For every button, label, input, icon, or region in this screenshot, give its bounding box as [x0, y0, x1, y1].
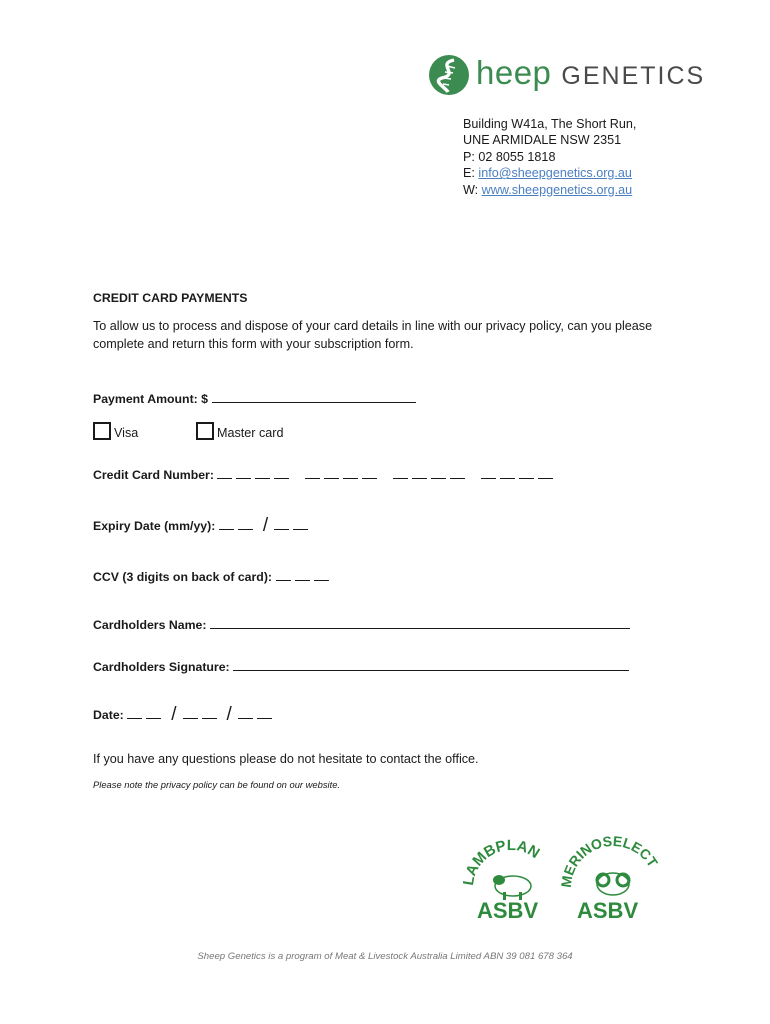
footer-text: Sheep Genetics is a program of Meat & Livestock Australia Limited ABN 39 081 678 364 — [197, 951, 573, 962]
ram-icon — [597, 873, 629, 895]
payment-amount-row — [93, 390, 416, 406]
payment-amount-field[interactable] — [212, 390, 416, 403]
website-link[interactable]: www.sheepgenetics.org.au — [481, 182, 633, 197]
card-type-row — [93, 422, 138, 440]
cardholder-name-row — [93, 616, 630, 632]
address-line-2: UNE ARMIDALE NSW 2351 — [463, 133, 622, 148]
form-heading: CREDIT CARD PAYMENTS — [93, 291, 248, 305]
expiry-row — [93, 514, 312, 536]
visa-checkbox[interactable] — [93, 422, 111, 440]
expiry-label: Expiry Date (mm/yy): — [93, 519, 216, 533]
lamb-icon — [493, 875, 531, 900]
asbv-left-text: ASBV — [477, 898, 539, 923]
date-slash-1: / — [171, 704, 177, 725]
payment-amount-label: Payment Amount: $ — [93, 392, 209, 406]
date-slash-2: / — [226, 704, 232, 725]
logo-wordmark — [476, 54, 705, 92]
mastercard-label: Master card — [217, 426, 284, 440]
date-label: Date: — [93, 708, 124, 722]
cardholder-signature-field[interactable] — [233, 658, 629, 671]
merinoselect-text: MERINOSELECT — [557, 832, 662, 889]
date-field[interactable] — [127, 704, 276, 725]
email-link[interactable]: info@sheepgenetics.org.au — [478, 166, 632, 181]
mastercard-option — [196, 422, 284, 440]
contact-address — [463, 116, 636, 198]
questions-text: If you have any questions please do not hesitate to contact the office. — [93, 752, 479, 766]
ccv-row — [93, 568, 333, 584]
logo-word-main: heep — [476, 54, 552, 91]
card-number-field[interactable] — [217, 468, 557, 482]
dna-helix-icon — [428, 54, 470, 96]
card-number-label: Credit Card Number: — [93, 468, 214, 482]
address-line-1: Building W41a, The Short Run, — [463, 117, 637, 131]
asbv-badges — [463, 828, 663, 923]
privacy-note: Please note the privacy policy can be found on our website. — [93, 779, 341, 790]
address-web: W: www.sheepgenetics.org.au — [463, 182, 633, 197]
lambplan-merinoselect-logos — [463, 828, 663, 923]
expiry-field[interactable] — [219, 515, 312, 536]
sheep-genetics-logo — [428, 52, 728, 98]
address-email: E: info@sheepgenetics.org.au — [463, 166, 632, 181]
ccv-label: CCV (3 digits on back of card): — [93, 570, 273, 584]
cardholder-name-field[interactable] — [210, 616, 630, 629]
card-number-row — [93, 466, 557, 482]
address-phone: P: 02 8055 1818 — [463, 149, 556, 164]
asbv-right-text: ASBV — [577, 898, 639, 923]
visa-label: Visa — [114, 426, 139, 440]
mastercard-checkbox[interactable] — [196, 422, 214, 440]
form-intro: To allow us to process and dispose of your card details in line with our privacy policy, can you please complete and return this form with your subscription form. — [93, 319, 653, 351]
date-row — [93, 703, 276, 725]
logo-word-sub: GENETICS — [561, 62, 706, 90]
expiry-slash: / — [262, 515, 269, 536]
cardholder-signature-row — [93, 658, 629, 674]
cardholder-name-label: Cardholders Name: — [93, 618, 207, 632]
ccv-field[interactable] — [276, 570, 333, 584]
lambplan-text: AMBPLAN — [463, 836, 543, 879]
cardholder-signature-label: Cardholders Signature: — [93, 660, 230, 674]
